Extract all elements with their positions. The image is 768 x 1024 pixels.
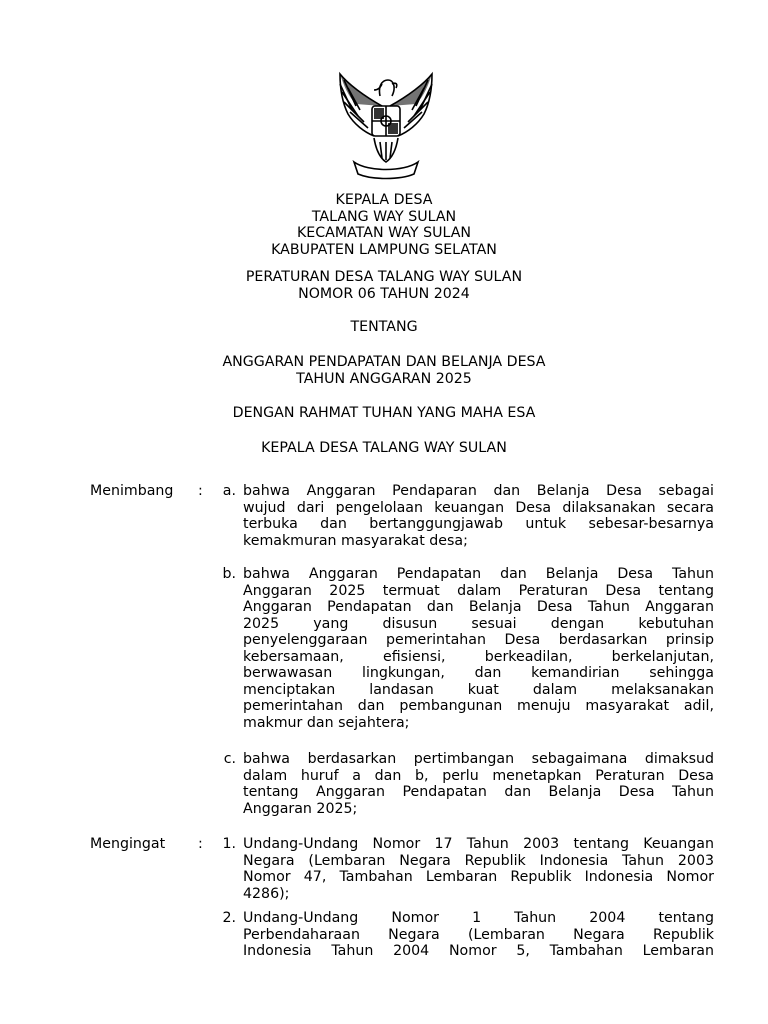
invocation: DENGAN RAHMAT TUHAN YANG MAHA ESA xyxy=(232,405,536,421)
text-line: bahwa Anggaran Pendapatan dan Belanja Desa Tahun xyxy=(243,566,714,582)
issuer-village: TALANG WAY SULAN xyxy=(311,208,457,225)
text-line: 4286); xyxy=(243,885,290,902)
text-line: Undang-Undang Nomor 1 Tahun 2004 tentang xyxy=(243,910,714,926)
mengingat-item-2-marker: 2. xyxy=(222,910,236,926)
tentang-heading: TENTANG xyxy=(350,319,418,335)
regulation-title-block xyxy=(0,269,768,302)
authority: KEPALA DESA TALANG WAY SULAN xyxy=(261,440,507,456)
text-line: 2025 yang disusun sesuai dengan kebutuhan xyxy=(243,615,714,632)
menimbang-item-a xyxy=(243,483,714,549)
menimbang-item-a-marker: a. xyxy=(222,483,236,499)
garuda-emblem-icon xyxy=(334,66,438,182)
text-line: pemerintahan dan pembangunan menuju masyarakat adil, xyxy=(243,698,714,714)
authority-block xyxy=(0,440,768,457)
text-line: kemakmuran masyarakat desa; xyxy=(243,532,468,549)
menimbang-item-b xyxy=(243,566,714,731)
text-line: Negara (Lembaran Negara Republik Indonesia Tahun 2003 xyxy=(243,852,714,869)
text-line: Anggaran Pendapatan dan Belanja Desa Tahun Anggaran xyxy=(243,599,714,615)
mengingat-item-1 xyxy=(243,836,714,902)
menimbang-item-c xyxy=(243,751,714,817)
text-line: Anggaran 2025 termuat dalam Peraturan Desa tentang xyxy=(243,582,714,599)
issuer-block xyxy=(0,192,768,258)
text-line: kebersamaan, efisiensi, berkeadilan, berkelanjutan, xyxy=(243,648,714,665)
text-line: penyelenggaraan pemerintahan Desa berdasarkan prinsip xyxy=(243,632,714,648)
regulation-title: PERATURAN DESA TALANG WAY SULAN xyxy=(245,269,523,285)
mengingat-colon: : xyxy=(198,836,203,852)
text-line: wujud dari pengelolaan keuangan Desa dilaksanakan secara xyxy=(243,499,714,516)
menimbang-colon: : xyxy=(198,483,203,499)
text-line: Nomor 47, Tambahan Lembaran Republik Indonesia Nomor xyxy=(243,869,714,885)
menimbang-label: Menimbang xyxy=(90,483,174,499)
text-line: Anggaran 2025; xyxy=(243,800,358,817)
text-line: Undang-Undang Nomor 17 Tahun 2003 tentang Keuangan xyxy=(243,836,714,852)
subject-line-1: ANGGARAN PENDAPATAN DAN BELANJA DESA xyxy=(222,354,546,370)
menimbang-item-c-marker: c. xyxy=(223,751,236,767)
subject-block xyxy=(0,354,768,387)
text-line: tentang Anggaran Pendapatan dan Belanja Desa Tahun xyxy=(243,784,714,800)
invocation-block xyxy=(0,405,768,422)
text-line: terbuka dan bertanggungjawab untuk sebesar-besarnya xyxy=(243,516,714,532)
issuer-district: KECAMATAN WAY SULAN xyxy=(296,225,472,241)
regulation-number: NOMOR 06 TAHUN 2024 xyxy=(298,285,470,302)
issuer-title: KEPALA DESA xyxy=(335,192,433,208)
text-line: menciptakan landasan kuat dalam melaksanakan xyxy=(243,681,714,698)
text-line: Indonesia Tahun 2004 Nomor 5, Tambahan Lembaran xyxy=(243,943,714,959)
text-line: bahwa Anggaran Pendaparan dan Belanja Desa sebagai xyxy=(243,483,714,499)
mengingat-label: Mengingat xyxy=(90,836,166,852)
subject-line-2: TAHUN ANGGARAN 2025 xyxy=(296,370,472,387)
issuer-regency: KABUPATEN LAMPUNG SELATAN xyxy=(271,241,497,258)
text-line: Perbendaharaan Negara (Lembaran Negara Republik xyxy=(243,926,714,943)
tentang-block xyxy=(0,319,768,336)
text-line: berwawasan lingkungan, dan kemandirian sehingga xyxy=(243,665,714,681)
mengingat-item-2 xyxy=(243,910,714,960)
text-line: bahwa berdasarkan pertimbangan sebagaimana dimaksud xyxy=(243,751,714,767)
text-line: makmur dan sejahtera; xyxy=(243,714,410,731)
mengingat-item-1-marker: 1. xyxy=(222,836,236,852)
text-line: dalam huruf a dan b, perlu menetapkan Peraturan Desa xyxy=(243,767,714,784)
menimbang-item-b-marker: b. xyxy=(222,566,236,582)
